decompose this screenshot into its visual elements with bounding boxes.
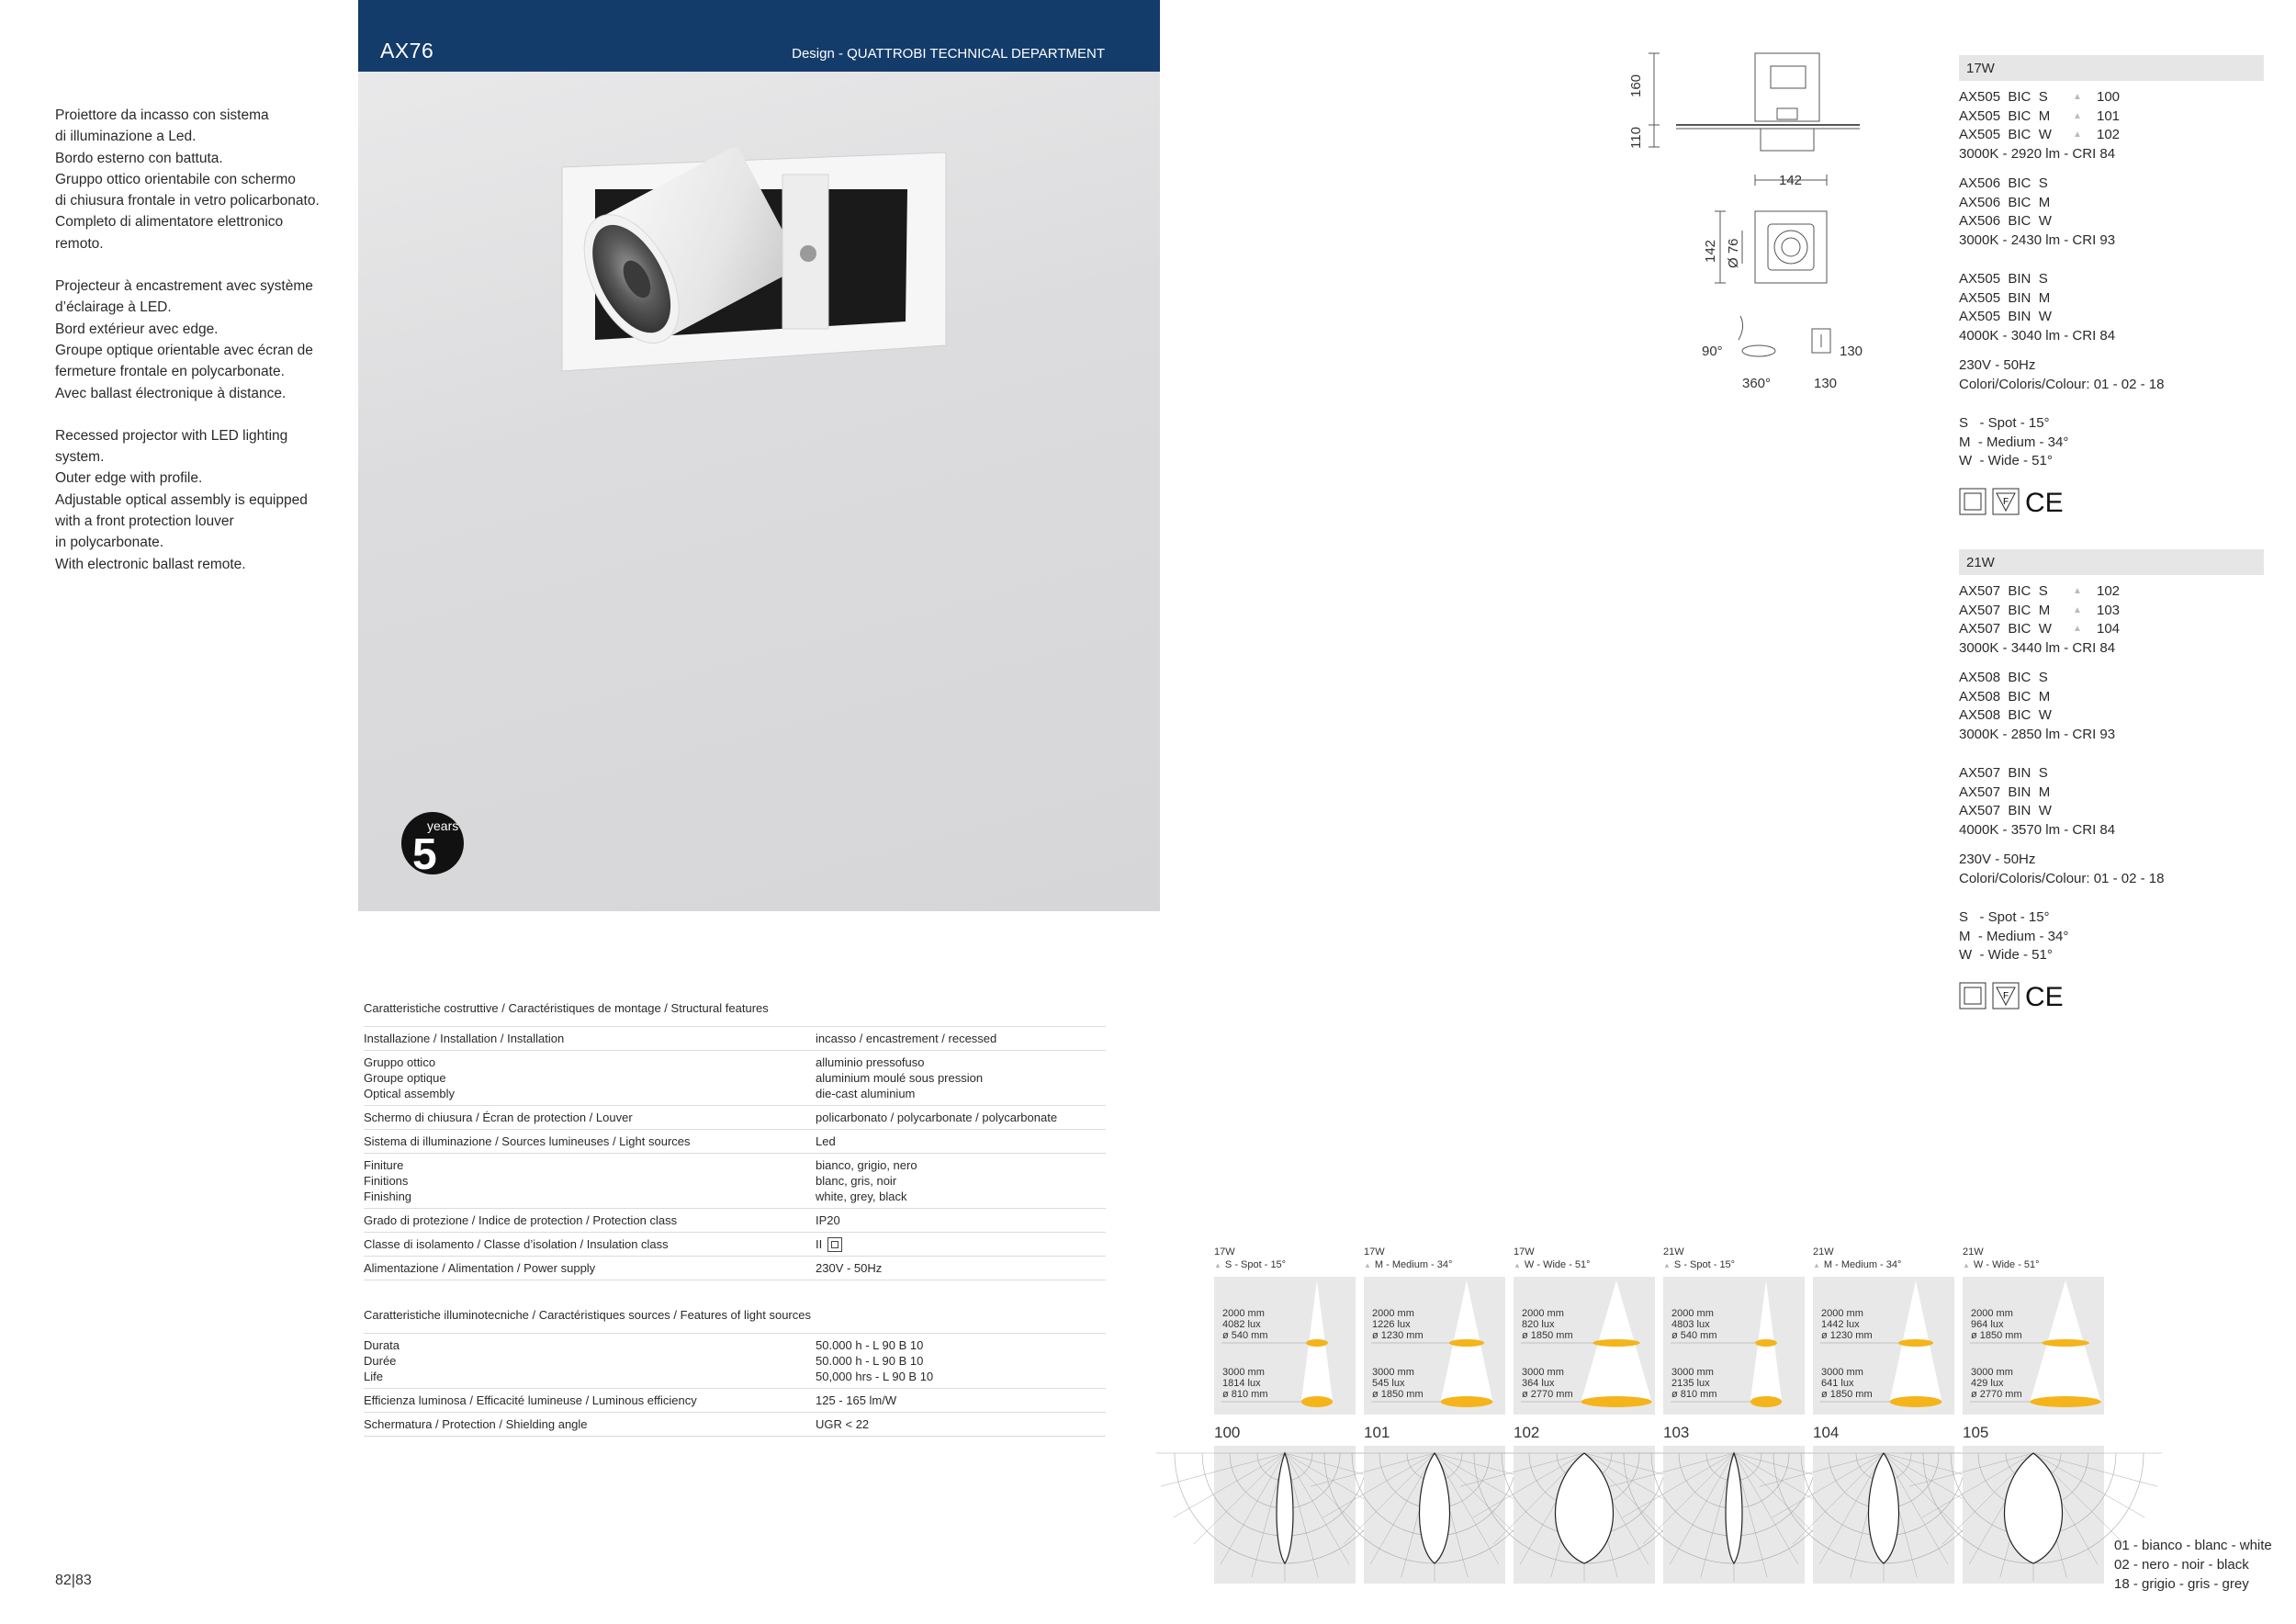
row-value: alluminio pressofuso aluminium moulé sous pression die-cast aluminium bbox=[816, 1055, 984, 1100]
design-credit: Design - QUATTROBI TECHNICAL DEPARTMENT bbox=[792, 46, 1105, 62]
spotlight-illustration bbox=[358, 72, 1160, 911]
product-code-line bbox=[1959, 126, 2264, 145]
product-code-line bbox=[1959, 802, 2264, 821]
beam-wattage: 17W bbox=[1214, 1246, 1235, 1257]
colour-options: Colori/Coloris/Colour: 01 - 02 - 18 bbox=[1959, 376, 2165, 392]
light-spot bbox=[1593, 1339, 1640, 1347]
source-spec: 3000K - 3440 lm - CRI 84 bbox=[1959, 639, 2116, 656]
beam-values-3m: 3000 mm 429 lux ø 2770 mm bbox=[1971, 1367, 2022, 1400]
beam-legend: S - Spot - 15° bbox=[1959, 415, 2050, 431]
light-spot bbox=[1581, 1396, 1651, 1407]
beam-values-2m: 2000 mm 4082 lux ø 540 mm bbox=[1222, 1308, 1268, 1341]
product-code-line bbox=[1959, 602, 2264, 621]
warranty-badge-icon bbox=[400, 810, 466, 879]
beam-type: W - Wide - 51° bbox=[1524, 1259, 1591, 1270]
table-row bbox=[364, 1154, 1106, 1209]
badge-number: 5 bbox=[412, 830, 437, 879]
product-code: AX507 BIN S bbox=[1959, 765, 2048, 781]
spacer bbox=[1959, 888, 2264, 908]
cutout-a: 130 bbox=[1840, 344, 1863, 359]
beam-type-line bbox=[1663, 1258, 1805, 1272]
beam-type: M - Medium - 34° bbox=[1823, 1259, 1902, 1270]
spacer bbox=[1959, 840, 2264, 851]
product-code: AX505 BIN W bbox=[1959, 309, 2052, 324]
table-row bbox=[364, 1106, 1106, 1130]
row-value: policarbonato / polycarbonate / polycarbonate bbox=[816, 1111, 1058, 1124]
row-value: IP20 bbox=[816, 1213, 840, 1227]
beam-triangle-icon: ▲ bbox=[1963, 1261, 1970, 1269]
light-spot bbox=[1449, 1339, 1484, 1347]
cutout-b: 130 bbox=[1814, 376, 1838, 391]
photometry-ref: 103 bbox=[2097, 602, 2121, 618]
row-value: 50.000 h - L 90 B 10 50.000 h - L 90 B 10 50,000 hrs - L 90 B 10 bbox=[816, 1338, 934, 1383]
table-row bbox=[364, 1233, 1106, 1257]
lighting-title: Caratteristiche illuminotecniche / Caractéristiques sources / Features of light sources bbox=[364, 1308, 1106, 1334]
product-code: AX505 BIN M bbox=[1959, 289, 2051, 306]
source-spec: 3000K - 2430 lm - CRI 93 bbox=[1959, 231, 2116, 248]
product-code: AX505 BIC W bbox=[1959, 127, 2052, 142]
colour-codes bbox=[2114, 1536, 2272, 1594]
ce-mark-icon bbox=[2025, 487, 2064, 518]
product-code-line bbox=[1959, 669, 2264, 688]
beam-diagram bbox=[1663, 1277, 1805, 1415]
product-code-line bbox=[1959, 107, 2264, 127]
table-row bbox=[364, 1334, 1106, 1389]
beam-card bbox=[1214, 1246, 1356, 1584]
product-code: AX508 BIC M bbox=[1959, 688, 2051, 705]
product-code: AX507 BIN W bbox=[1959, 803, 2052, 818]
product-code-line bbox=[1959, 620, 2264, 639]
light-spot bbox=[1755, 1339, 1777, 1347]
polar-curve bbox=[1364, 1446, 1505, 1584]
polar-diagram bbox=[1514, 1446, 1655, 1584]
table-row bbox=[364, 1130, 1106, 1154]
source-spec: 3000K - 2920 lm - CRI 84 bbox=[1959, 145, 2116, 162]
photometry-ref-number: 100 bbox=[1214, 1424, 1241, 1441]
beam-values-2m: 2000 mm 1226 lux ø 1230 mm bbox=[1372, 1308, 1424, 1341]
intro-text bbox=[55, 105, 349, 596]
beam-diagram bbox=[1813, 1277, 1954, 1415]
ce-mark-icon bbox=[2025, 981, 2064, 1012]
row-value: 125 - 165 lm/W bbox=[816, 1393, 897, 1407]
beam-triangle-icon: ▲ bbox=[1663, 1261, 1671, 1269]
product-code: AX507 BIN M bbox=[1959, 784, 2051, 800]
beam-type: S - Spot - 15° bbox=[1224, 1259, 1287, 1270]
spec-block-17w bbox=[1959, 55, 2264, 518]
product-code: AX508 BIC W bbox=[1959, 707, 2052, 723]
photometry-ref-number: 101 bbox=[1364, 1424, 1390, 1441]
row-label: Installazione / Installation / Installation bbox=[364, 1032, 565, 1045]
beam-triangle-icon: ▲ bbox=[2073, 604, 2082, 615]
lighting-features-table bbox=[364, 1308, 1106, 1437]
product-code-line bbox=[1959, 212, 2264, 231]
row-value: UGR < 22 bbox=[816, 1417, 870, 1431]
beam-header bbox=[1813, 1246, 1954, 1273]
photometry-ref-number: 104 bbox=[1813, 1424, 1840, 1441]
row-label: Schermo di chiusura / Écran de protection / Louver bbox=[364, 1111, 633, 1124]
beam-header bbox=[1364, 1246, 1505, 1273]
photometry-ref: 101 bbox=[2097, 107, 2121, 124]
table-row bbox=[364, 1389, 1106, 1413]
beam-wattage: 21W bbox=[1963, 1246, 1984, 1257]
beam-triangle-icon: ▲ bbox=[2073, 130, 2082, 140]
dim-height-160: 160 bbox=[1628, 73, 1644, 97]
spacer bbox=[1959, 658, 2264, 669]
product-code: AX506 BIC M bbox=[1959, 194, 2051, 210]
source-spec: 4000K - 3570 lm - CRI 84 bbox=[1959, 821, 2116, 838]
model-name: AX76 bbox=[380, 39, 434, 62]
polar-curve bbox=[1813, 1446, 1954, 1584]
product-code-line bbox=[1959, 308, 2264, 327]
row-label: Schermatura / Protection / Shielding angle bbox=[364, 1417, 588, 1431]
svg-text:F: F bbox=[2003, 990, 2009, 1001]
photometry-ref-number: 102 bbox=[1514, 1424, 1540, 1441]
beam-type-line bbox=[1514, 1258, 1655, 1272]
beam-values-2m: 2000 mm 964 lux ø 1850 mm bbox=[1971, 1308, 2022, 1341]
photometry-ref-number: 103 bbox=[1663, 1424, 1690, 1441]
polar-diagram bbox=[1214, 1446, 1356, 1584]
product-code-line bbox=[1959, 88, 2264, 107]
row-value: 230V - 50Hz bbox=[816, 1261, 883, 1275]
spec-block-21w bbox=[1959, 549, 2264, 1012]
beam-values-3m: 3000 mm 2135 lux ø 810 mm bbox=[1671, 1367, 1717, 1400]
photometry-ref: 102 bbox=[2097, 127, 2121, 142]
beam-triangle-icon: ▲ bbox=[2073, 586, 2082, 596]
product-code-line bbox=[1959, 784, 2264, 803]
beam-values-3m: 3000 mm 364 lux ø 2770 mm bbox=[1522, 1367, 1573, 1400]
beam-card bbox=[1364, 1246, 1505, 1584]
photometry-ref-number: 105 bbox=[1963, 1424, 1989, 1441]
photometry-ref: 100 bbox=[2097, 89, 2121, 105]
product-code-line bbox=[1959, 582, 2264, 602]
product-photo bbox=[358, 72, 1160, 911]
beam-type: M - Medium - 34° bbox=[1374, 1259, 1453, 1270]
beam-diagram bbox=[1364, 1277, 1505, 1415]
beam-triangle-icon: ▲ bbox=[1514, 1261, 1521, 1269]
intro-italian: Proiettore da incasso con sistema di illuminazione a Led. Bordo esterno con battuta. Gruppo ottico orientabile con schermo di chiusura frontale in vetro policarbonato. Completo di alimentatore elettronico remoto. bbox=[55, 107, 320, 252]
beam-legend: M - Medium - 34° bbox=[1959, 928, 2069, 944]
row-label: Classe di isolamento / Classe d’isolation / Insulation class bbox=[364, 1237, 669, 1251]
svg-text:CE: CE bbox=[2025, 487, 2064, 518]
structural-features-table bbox=[364, 1001, 1106, 1280]
power-supply: 230V - 50Hz bbox=[1959, 851, 2036, 867]
dim-width-142: 142 bbox=[1779, 173, 1803, 188]
insulation-class-icon bbox=[1959, 488, 1986, 515]
colour-code-black: 02 - nero - noir - black bbox=[2114, 1557, 2249, 1573]
beam-wattage: 17W bbox=[1364, 1246, 1385, 1257]
light-spot bbox=[2042, 1339, 2089, 1347]
beam-type: S - Spot - 15° bbox=[1673, 1259, 1736, 1270]
row-label: Alimentazione / Alimentation / Power supply bbox=[364, 1261, 596, 1275]
product-code: AX506 BIC W bbox=[1959, 213, 2052, 229]
beam-wattage: 17W bbox=[1514, 1246, 1535, 1257]
intro-french: Projecteur à encastrement avec système d’éclairage à LED. Bord extérieur avec edge. Groupe optique orientable avec écran de fermeture frontale en polycarbonate. Avec ballast électronique à distance. bbox=[55, 278, 313, 401]
row-value: bianco, grigio, nero blanc, gris, noir white, grey, black bbox=[816, 1158, 917, 1203]
wattage-bar: 17W bbox=[1959, 55, 2264, 81]
table-row bbox=[364, 1051, 1106, 1106]
tilt-angle: 90° bbox=[1702, 344, 1723, 359]
beam-diagram bbox=[1214, 1277, 1356, 1415]
beam-type-line bbox=[1364, 1258, 1505, 1272]
photometry-ref: 102 bbox=[2097, 583, 2121, 599]
polar-diagram bbox=[1963, 1446, 2104, 1584]
beam-values-3m: 3000 mm 641 lux ø 1850 mm bbox=[1821, 1367, 1873, 1400]
power-supply: 230V - 50Hz bbox=[1959, 357, 2036, 373]
beam-header bbox=[1963, 1246, 2104, 1273]
photometry-ref: 104 bbox=[2097, 621, 2121, 637]
polar-curve bbox=[1214, 1446, 1356, 1584]
dim-diameter: Ø 76 bbox=[1726, 238, 1741, 268]
product-code: AX507 BIC S bbox=[1959, 583, 2048, 599]
f-mark-icon bbox=[1992, 488, 2020, 515]
insulation-class-icon bbox=[827, 1237, 842, 1252]
table-row bbox=[364, 1413, 1106, 1437]
table-row bbox=[364, 1027, 1106, 1051]
beam-header bbox=[1663, 1246, 1805, 1273]
insulation-class-icon bbox=[1959, 982, 1986, 1009]
beam-wattage: 21W bbox=[1663, 1246, 1684, 1257]
product-header bbox=[358, 0, 1160, 72]
dim-height-110: 110 bbox=[1628, 127, 1644, 149]
product-code: AX508 BIC S bbox=[1959, 670, 2048, 685]
row-value: II bbox=[816, 1237, 823, 1251]
badge-label: years bbox=[427, 818, 459, 833]
product-code-line bbox=[1959, 270, 2264, 289]
spacer bbox=[1959, 345, 2264, 356]
product-code: AX507 BIC M bbox=[1959, 602, 2051, 618]
beam-card bbox=[1963, 1246, 2104, 1584]
product-code-line bbox=[1959, 706, 2264, 726]
f-mark-icon bbox=[1992, 982, 2020, 1009]
svg-text:CE: CE bbox=[2025, 981, 2064, 1012]
product-code-line bbox=[1959, 175, 2264, 194]
light-spot bbox=[1890, 1396, 1942, 1407]
beam-type-line bbox=[1963, 1258, 2104, 1272]
beam-diagram bbox=[1963, 1277, 2104, 1415]
intro-english: Recessed projector with LED lighting system. Outer edge with profile. Adjustable optical assembly is equipped with a front protection louver in polycarbonate. With electronic ballast remote. bbox=[55, 427, 308, 572]
polar-curve bbox=[1663, 1446, 1805, 1584]
beam-legend: W - Wide - 51° bbox=[1959, 453, 2053, 468]
polar-curve bbox=[1963, 1446, 2104, 1584]
spacer bbox=[1959, 164, 2264, 175]
colour-code-grey: 18 - grigio - gris - grey bbox=[2114, 1576, 2249, 1592]
beam-header bbox=[1514, 1246, 1655, 1273]
row-label: Durata Durée Life bbox=[364, 1338, 400, 1383]
beam-values-2m: 2000 mm 4803 lux ø 540 mm bbox=[1671, 1308, 1717, 1341]
polar-diagram bbox=[1813, 1446, 1954, 1584]
beam-header bbox=[1214, 1246, 1356, 1273]
rotation-angle: 360° bbox=[1742, 376, 1772, 391]
technical-drawing bbox=[1630, 48, 1906, 406]
beam-legend: W - Wide - 51° bbox=[1959, 947, 2053, 963]
beam-card bbox=[1663, 1246, 1805, 1584]
light-spot bbox=[1301, 1396, 1333, 1407]
colour-options: Colori/Coloris/Colour: 01 - 02 - 18 bbox=[1959, 870, 2165, 886]
beam-type: W - Wide - 51° bbox=[1973, 1259, 2040, 1270]
beam-triangle-icon: ▲ bbox=[1813, 1261, 1820, 1269]
dim-side-142: 142 bbox=[1703, 239, 1718, 263]
spacer bbox=[1959, 250, 2264, 270]
beam-legend: M - Medium - 34° bbox=[1959, 434, 2069, 450]
beam-values-2m: 2000 mm 820 lux ø 1850 mm bbox=[1522, 1308, 1573, 1341]
row-value: Led bbox=[816, 1134, 836, 1148]
light-spot bbox=[1306, 1339, 1328, 1347]
polar-curve bbox=[1514, 1446, 1655, 1584]
beam-card bbox=[1813, 1246, 1954, 1584]
beam-diagram bbox=[1514, 1277, 1655, 1415]
spacer bbox=[1959, 394, 2264, 414]
beam-triangle-icon: ▲ bbox=[2073, 110, 2082, 121]
light-spot bbox=[2030, 1396, 2100, 1407]
beam-values-2m: 2000 mm 1442 lux ø 1230 mm bbox=[1821, 1308, 1873, 1341]
certification-icons bbox=[1959, 487, 2264, 518]
spacer bbox=[1959, 744, 2264, 764]
row-value: incasso / encastrement / recessed bbox=[816, 1032, 997, 1045]
row-label: Sistema di illuminazione / Sources lumineuses / Light sources bbox=[364, 1134, 691, 1148]
product-code: AX505 BIC M bbox=[1959, 107, 2051, 124]
product-code: AX505 BIC S bbox=[1959, 89, 2048, 105]
beam-triangle-icon: ▲ bbox=[1214, 1261, 1221, 1269]
row-label: Finiture Finitions Finishing bbox=[364, 1158, 412, 1203]
light-spot bbox=[1441, 1396, 1493, 1407]
beam-triangle-icon: ▲ bbox=[1364, 1261, 1371, 1269]
dimension-drawing bbox=[1630, 48, 1906, 406]
product-code: AX505 BIN S bbox=[1959, 271, 2048, 287]
product-code-line bbox=[1959, 764, 2264, 784]
table-row bbox=[364, 1209, 1106, 1233]
page-number: 82|83 bbox=[55, 1573, 92, 1588]
table-row bbox=[364, 1257, 1106, 1280]
polar-diagram bbox=[1663, 1446, 1805, 1584]
svg-text:F: F bbox=[2003, 496, 2009, 507]
beam-wattage: 21W bbox=[1813, 1246, 1834, 1257]
row-label: Grado di protezione / Indice de protection / Protection class bbox=[364, 1213, 678, 1227]
source-spec: 3000K - 2850 lm - CRI 93 bbox=[1959, 726, 2116, 742]
beam-legend: S - Spot - 15° bbox=[1959, 909, 2050, 925]
row-label: Gruppo ottico Groupe optique Optical assembly bbox=[364, 1055, 455, 1100]
polar-diagram bbox=[1364, 1446, 1505, 1584]
row-label: Efficienza luminosa / Efficacité lumineuse / Luminous efficiency bbox=[364, 1393, 697, 1407]
colour-code-white: 01 - bianco - blanc - white bbox=[2114, 1538, 2272, 1553]
beam-values-3m: 3000 mm 1814 lux ø 810 mm bbox=[1222, 1367, 1268, 1400]
light-spot bbox=[1750, 1396, 1782, 1407]
row-value-insulation bbox=[816, 1236, 1106, 1252]
source-spec: 4000K - 3040 lm - CRI 84 bbox=[1959, 327, 2116, 344]
product-code-line bbox=[1959, 688, 2264, 707]
beam-triangle-icon: ▲ bbox=[2073, 624, 2082, 634]
beam-card bbox=[1514, 1246, 1655, 1584]
beam-type-line bbox=[1813, 1258, 1954, 1272]
certification-icons bbox=[1959, 981, 2264, 1012]
beam-values-3m: 3000 mm 545 lux ø 1850 mm bbox=[1372, 1367, 1424, 1400]
structural-title: Caratteristiche costruttive / Caractéristiques de montage / Structural features bbox=[364, 1001, 1106, 1027]
beam-triangle-icon: ▲ bbox=[2073, 92, 2082, 102]
light-spot bbox=[1898, 1339, 1933, 1347]
wattage-bar: 21W bbox=[1959, 549, 2264, 575]
product-code: AX507 BIC W bbox=[1959, 621, 2052, 637]
product-code: AX506 BIC S bbox=[1959, 175, 2048, 191]
product-code-line bbox=[1959, 289, 2264, 309]
beam-type-line bbox=[1214, 1258, 1356, 1272]
product-code-line bbox=[1959, 194, 2264, 213]
